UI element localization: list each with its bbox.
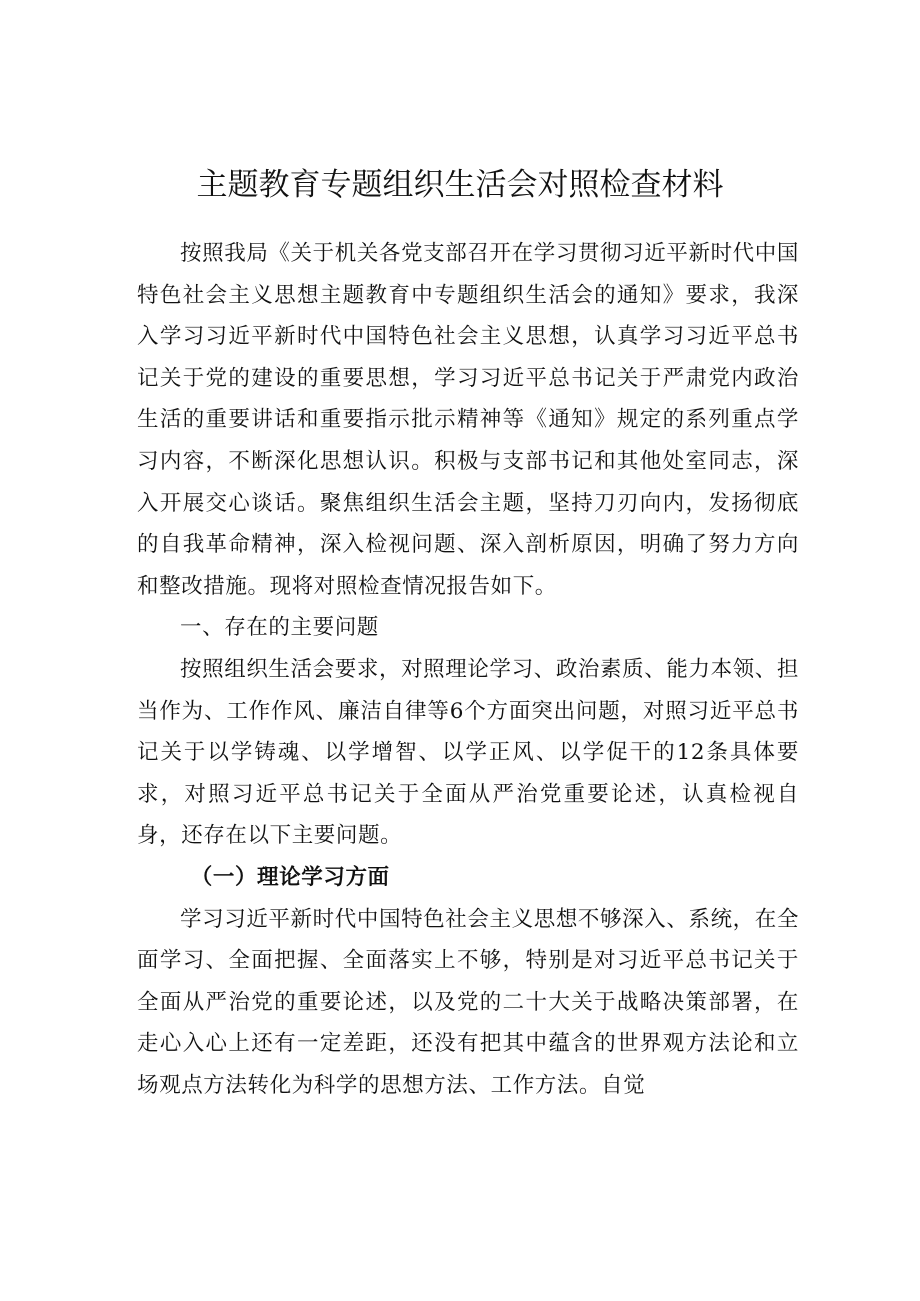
subsection-paragraph-theory-study: 学习习近平新时代中国特色社会主义思想不够深入、系统，在全面学习、全面把握、全面落实上不够，特别是对习近平总书记关于全面从严治党的重要论述，以及党的二十大关于战略决策部署，在走心入心上还有一定差距，还没有把其中蕴含的世界观方法论和立场观点方法转化为科学的思想方法、工作方法。自觉	[137, 906, 799, 1098]
intro-paragraph: 按照我局《关于机关各党支部召开在学习贯彻习近平新时代中国特色社会主义思想主题教育中专题组织生活会的通知》要求，我深入学习习近平新时代中国特色社会主义思想，认真学习习近平总书记关于党的建设的重要思想，学习习近平总书记关于严肃党内政治生活的重要讲话和重要指示批示精神等《通知》规定的系列重点学习内容，不断深化思想认识。积极与支部书记和其他处室同志，深入开展交心谈话。聚焦组织生活会主题，坚持刀刃向内，发扬彻底的自我革命精神，深入检视问题、深入剖析原因，明确了努力方向和整改措施。现将对照检查情况报告如下。	[137, 241, 799, 599]
subsection-heading-theory-study: （一）理论学习方面	[190, 864, 390, 890]
section-heading-problems: 一、存在的主要问题	[180, 615, 379, 641]
document-title: 主题教育专题组织生活会对照检查材料	[196, 167, 724, 203]
document-body	[137, 233, 799, 1106]
section-paragraph-problems: 按照组织生活会要求，对照理论学习、政治素质、能力本领、担当作为、工作作风、廉洁自律等6个方面突出问题，对照习近平总书记关于以学铸魂、以学增智、以学正风、以学促干的12条具体要求，对照习近平总书记关于全面从严治党重要论述，认真检视自身，还存在以下主要问题。	[137, 656, 799, 849]
